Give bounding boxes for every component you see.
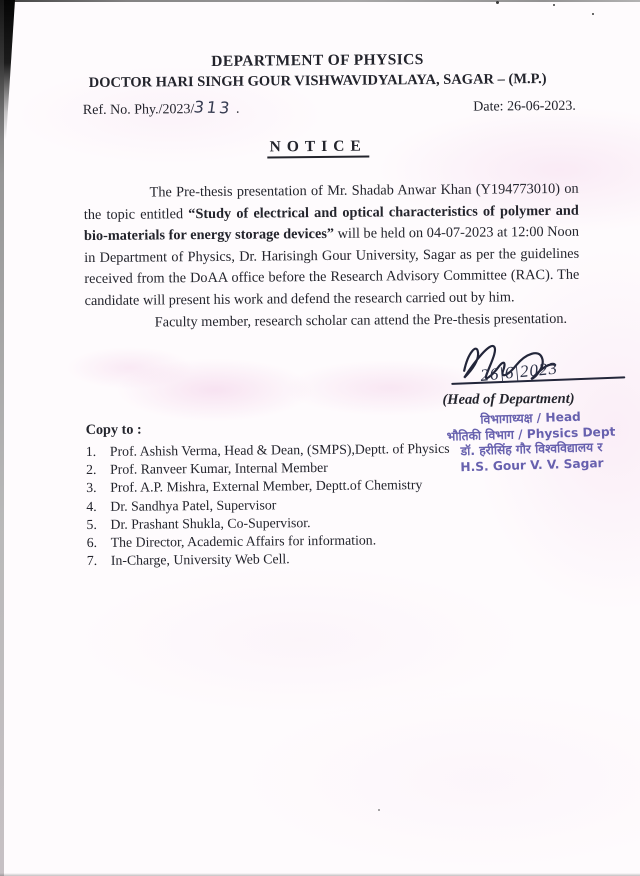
item-number: 3.	[86, 480, 97, 496]
head-of-department-label: (Head of Department)	[442, 390, 575, 408]
stamp-line-1: विभागाध्यक्ष / Head	[480, 409, 581, 427]
notice-body-paragraph	[84, 179, 580, 313]
ref-prefix: Ref. No. Phy./2023/	[82, 102, 195, 119]
item-text: Dr. Sandhya Patel, Supervisor	[110, 496, 277, 514]
item-number: 5.	[86, 516, 97, 532]
item-text: The Director, Academic Affairs for information.	[110, 532, 377, 550]
notice-heading: NOTICE	[268, 138, 369, 159]
university-title: DOCTOR HARI SINGH GOUR VISHWAVIDYALAYA, SAGAR – (M.P.)	[88, 71, 547, 92]
thesis-title-bold: “Study of electrical and optical characteristics of polymer and bio-materials for energy storage devices”	[83, 202, 579, 245]
notice-heading-wrap	[0, 135, 638, 159]
body-text-after-bold: will be held on 04-07-2023 at 12:00 Noon in Department of Physics, Dr. Harisingh Gour University, Sagar as per the guidelines received from the DoAA office before the Research Advisory Committee (RAC). The candidate will present his work and defend the research carried out by him.	[84, 223, 580, 310]
copy-to-item	[87, 551, 487, 568]
ref-suffix: .	[232, 101, 240, 117]
stamp-line-4: H.S. Gour V. V. Sagar	[460, 455, 604, 474]
item-number: 7.	[86, 553, 98, 569]
stamp-line-2: भौतिकी विभाग / Physics Dept	[446, 424, 616, 444]
copy-to-item	[86, 442, 486, 459]
ref-number-line	[83, 98, 240, 119]
ref-date-row	[83, 95, 576, 119]
item-number: 1.	[85, 443, 97, 460]
item-text: Prof. Ranveer Kumar, Internal Member	[109, 460, 328, 478]
signature-block	[442, 333, 633, 415]
department-title: DEPARTMENT OF PHYSICS	[211, 51, 424, 70]
copy-to-item	[86, 514, 486, 531]
notice-body-paragraph-2: Faculty member, research scholar can attend the Pre-thesis presentation.	[154, 310, 568, 331]
handwritten-signature-date: 26|6|2023	[479, 358, 559, 385]
copy-to-item	[87, 532, 487, 549]
copy-to-item	[86, 478, 486, 495]
item-text: In-Charge, University Web Cell.	[110, 551, 290, 568]
item-text: Prof. A.P. Mishra, External Member, Deptt.of Chemistry	[110, 477, 423, 496]
copy-to-item	[86, 496, 486, 513]
item-number: 2.	[85, 462, 97, 478]
handwritten-ref-number: 313	[193, 97, 234, 118]
copy-to-heading: Copy to :	[85, 421, 142, 439]
item-text: Dr. Prashant Shukla, Co-Supervisor.	[110, 514, 311, 532]
stamp-line-3: डॉ. हरीसिंह गौर विश्वविद्यालय र	[460, 440, 603, 459]
date-line: Date: 26-06-2023.	[473, 98, 576, 115]
body-text-before-bold: The Pre-thesis presentation of Mr. Shadab Anwar Khan (Y194773010) on the topic entitled	[83, 180, 579, 223]
item-number: 4.	[86, 498, 97, 514]
item-number: 6.	[86, 534, 98, 550]
copy-to-item	[86, 460, 486, 477]
copy-to-section	[86, 419, 487, 573]
item-text: Prof. Ashish Verma, Head & Dean, (SMPS),Deptt. of Physics	[109, 440, 450, 459]
